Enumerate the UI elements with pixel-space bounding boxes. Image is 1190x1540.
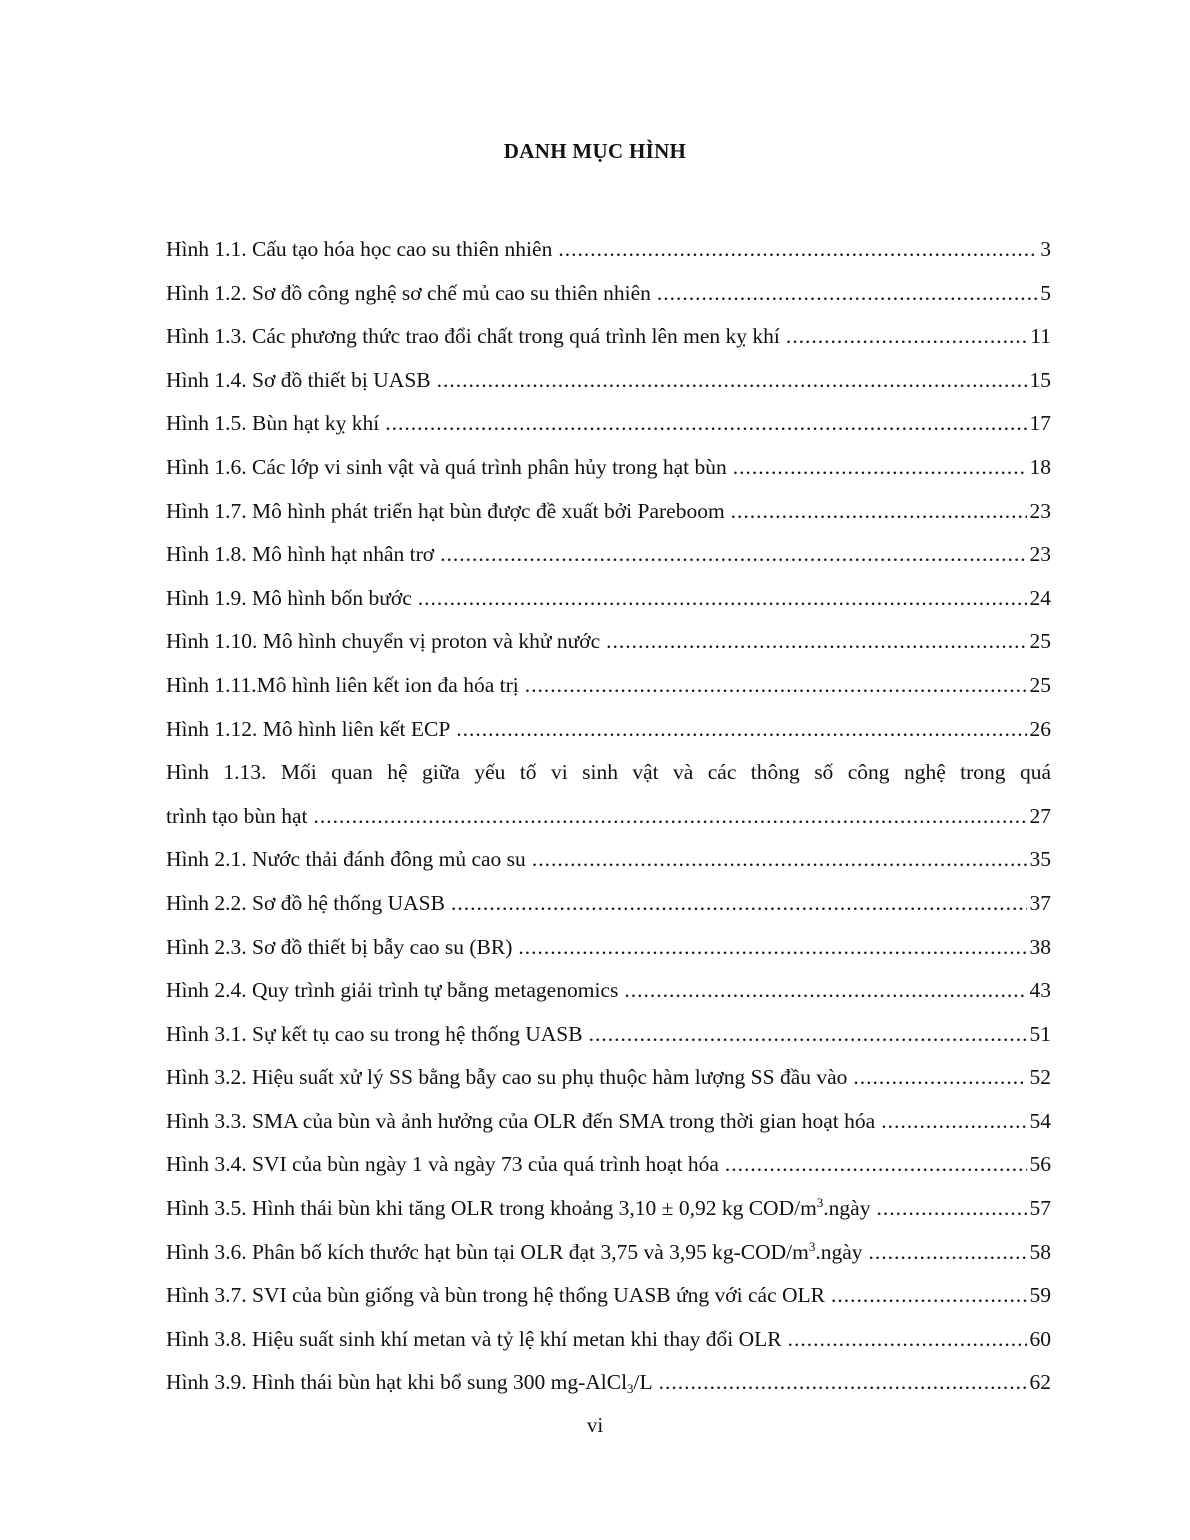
entry-label: Hình 1.7. Mô hình phát triển hạt bùn được đề xuất bởi Pareboom [166, 498, 725, 523]
entry-label [166, 1231, 863, 1275]
toc-entry[interactable] [166, 1361, 1051, 1405]
entry-label-text: Hình 3.6. Phân bố kích thước hạt bùn tại OLR đạt 3,75 và 3,95 kg-COD/m [166, 1239, 809, 1264]
dot-leader [657, 272, 1037, 316]
subscript: 3 [627, 1381, 634, 1397]
entry-page: 23 [1029, 498, 1051, 523]
dot-leader [385, 402, 1026, 446]
toc-entry[interactable] [166, 315, 1051, 359]
entry-page: 56 [1029, 1152, 1051, 1177]
toc-entry[interactable] [166, 359, 1051, 403]
entry-label: Hình 3.2. Hiệu suất xử lý SS bằng bẫy cao su phụ thuộc hàm lượng SS đầu vào [166, 1065, 848, 1090]
entry-label: Hình 3.1. Sự kết tụ cao su trong hệ thống UASB [166, 1021, 583, 1046]
toc-entry[interactable] [166, 533, 1051, 577]
dot-leader [725, 1143, 1027, 1187]
entry-page: 51 [1029, 1021, 1051, 1046]
toc-entry[interactable] [166, 795, 1051, 839]
toc-entry[interactable] [166, 926, 1051, 970]
dot-leader [525, 664, 1027, 708]
entry-label: Hình 1.10. Mô hình chuyển vị proton và khử nước [166, 629, 601, 654]
entry-page: 25 [1029, 629, 1051, 654]
dot-leader [451, 882, 1027, 926]
entry-page: 37 [1029, 890, 1051, 915]
entry-label [166, 1187, 870, 1231]
dot-leader [532, 838, 1027, 882]
toc-entry[interactable] [166, 969, 1051, 1013]
dot-leader [731, 490, 1027, 534]
entry-page: 60 [1029, 1326, 1051, 1351]
toc-entry[interactable] [166, 1013, 1051, 1057]
toc-entry[interactable] [166, 1318, 1051, 1362]
dot-leader [558, 228, 1037, 272]
entry-label: Hình 1.8. Mô hình hạt nhân trơ [166, 542, 435, 567]
entry-label-suffix: .ngày [823, 1196, 871, 1221]
entry-label: Hình 3.4. SVI của bùn ngày 1 và ngày 73 của quá trình hoạt hóa [166, 1152, 719, 1177]
figure-list [166, 228, 1051, 1405]
entry-page: 18 [1029, 454, 1051, 479]
toc-entry[interactable] [166, 577, 1051, 621]
toc-entry[interactable] [166, 446, 1051, 490]
dot-leader [659, 1361, 1027, 1405]
entry-page: 59 [1029, 1283, 1051, 1308]
entry-label: Hình 2.2. Sơ đồ hệ thống UASB [166, 890, 445, 915]
entry-label: Hình 2.3. Sơ đồ thiết bị bẫy cao su (BR) [166, 934, 513, 959]
entry-label-suffix: /L [633, 1370, 653, 1395]
entry-page: 35 [1029, 847, 1051, 872]
page-title: DANH MỤC HÌNH [503, 139, 687, 163]
entry-page: 62 [1029, 1370, 1051, 1395]
dot-leader [881, 1100, 1026, 1144]
dot-leader [518, 926, 1026, 970]
entry-page: 27 [1029, 803, 1051, 828]
entry-page: 38 [1029, 934, 1051, 959]
entry-page: 23 [1029, 542, 1051, 567]
entry-page: 24 [1029, 585, 1051, 610]
toc-entry[interactable] [166, 272, 1051, 316]
entry-label: Hình 1.9. Mô hình bốn bước [166, 585, 412, 610]
dot-leader [456, 708, 1026, 752]
dot-leader [786, 315, 1027, 359]
toc-entry[interactable] [166, 708, 1051, 752]
entry-label: Hình 2.1. Nước thải đánh đông mủ cao su [166, 847, 526, 872]
toc-entry[interactable] [166, 1274, 1051, 1318]
entry-label: Hình 3.8. Hiệu suất sinh khí metan và tỷ lệ khí metan khi thay đổi OLR [166, 1326, 782, 1351]
entry-label: Hình 3.3. SMA của bùn và ảnh hưởng của OLR đến SMA trong thời gian hoạt hóa [166, 1108, 876, 1133]
toc-entry[interactable] [166, 228, 1051, 272]
dot-leader [869, 1231, 1027, 1275]
entry-label: Hình 1.3. Các phương thức trao đổi chất trong quá trình lên men kỵ khí [166, 324, 780, 349]
entry-page: 11 [1030, 324, 1051, 349]
entry-page: 54 [1029, 1108, 1051, 1133]
superscript: 3 [816, 1195, 824, 1211]
entry-page: 43 [1029, 978, 1051, 1003]
entry-page: 3 [1040, 237, 1051, 261]
toc-entry[interactable] [166, 1187, 1051, 1231]
toc-entry[interactable] [166, 1143, 1051, 1187]
superscript: 3 [808, 1238, 816, 1254]
toc-entry[interactable] [166, 882, 1051, 926]
dot-leader [624, 969, 1026, 1013]
toc-entry[interactable] [166, 1100, 1051, 1144]
dot-leader [788, 1318, 1027, 1362]
dot-leader [589, 1013, 1027, 1057]
entry-label: Hình 1.11.Mô hình liên kết ion đa hóa trị [166, 672, 519, 697]
entry-page: 57 [1029, 1196, 1051, 1221]
entry-page: 58 [1029, 1239, 1051, 1264]
entry-label-text: Hình 3.9. Hình thái bùn hạt khi bổ sung 300 mg-AlCl [166, 1370, 628, 1395]
dot-leader [876, 1187, 1026, 1231]
toc-entry[interactable] [166, 402, 1051, 446]
entry-page: 15 [1029, 367, 1051, 392]
toc-entry[interactable] [166, 664, 1051, 708]
entry-label: Hình 1.12. Mô hình liên kết ECP [166, 716, 451, 741]
toc-entry-first-line[interactable]: Hình 1.13. Mối quan hệ giữa yếu tố vi sinh vật và các thông số công nghệ trong quá [166, 760, 1051, 785]
toc-entry[interactable] [166, 490, 1051, 534]
entry-label: Hình 1.5. Bùn hạt kỵ khí [166, 411, 380, 436]
entry-page: 26 [1029, 716, 1051, 741]
toc-entry[interactable] [166, 1056, 1051, 1100]
entry-label: Hình 1.2. Sơ đồ công nghệ sơ chế mủ cao su thiên nhiên [166, 280, 651, 305]
dot-leader [418, 577, 1027, 621]
entry-page: 52 [1029, 1065, 1051, 1090]
dot-leader [606, 620, 1026, 664]
entry-label: Hình 2.4. Quy trình giải trình tự bằng metagenomics [166, 978, 619, 1003]
entry-page: 5 [1040, 280, 1051, 305]
dot-leader [831, 1274, 1027, 1318]
entry-label: Hình 1.4. Sơ đồ thiết bị UASB [166, 367, 431, 392]
entry-page: 25 [1029, 672, 1051, 697]
dot-leader [314, 795, 1027, 839]
dot-leader [853, 1056, 1026, 1100]
entry-label [166, 1361, 653, 1405]
entry-label: trình tạo bùn hạt [166, 803, 308, 828]
toc-entry[interactable] [166, 620, 1051, 664]
dot-leader [733, 446, 1027, 490]
entry-label-suffix: .ngày [815, 1239, 863, 1264]
dot-leader [440, 533, 1026, 577]
entry-label: Hình 1.6. Các lớp vi sinh vật và quá trình phân hủy trong hạt bùn [166, 454, 727, 479]
dot-leader [437, 359, 1027, 403]
entry-page: 17 [1029, 411, 1051, 436]
entry-label: Hình 1.1. Cấu tạo hóa học cao su thiên nhiên [166, 237, 553, 261]
page-number: vi [586, 1413, 604, 1437]
toc-entry[interactable] [166, 1231, 1051, 1275]
toc-entry[interactable] [166, 838, 1051, 882]
entry-label-text: Hình 3.5. Hình thái bùn khi tăng OLR trong khoảng 3,10 ± 0,92 kg COD/m [166, 1196, 817, 1221]
entry-label: Hình 3.7. SVI của bùn giống và bùn trong hệ thống UASB ứng với các OLR [166, 1283, 825, 1308]
